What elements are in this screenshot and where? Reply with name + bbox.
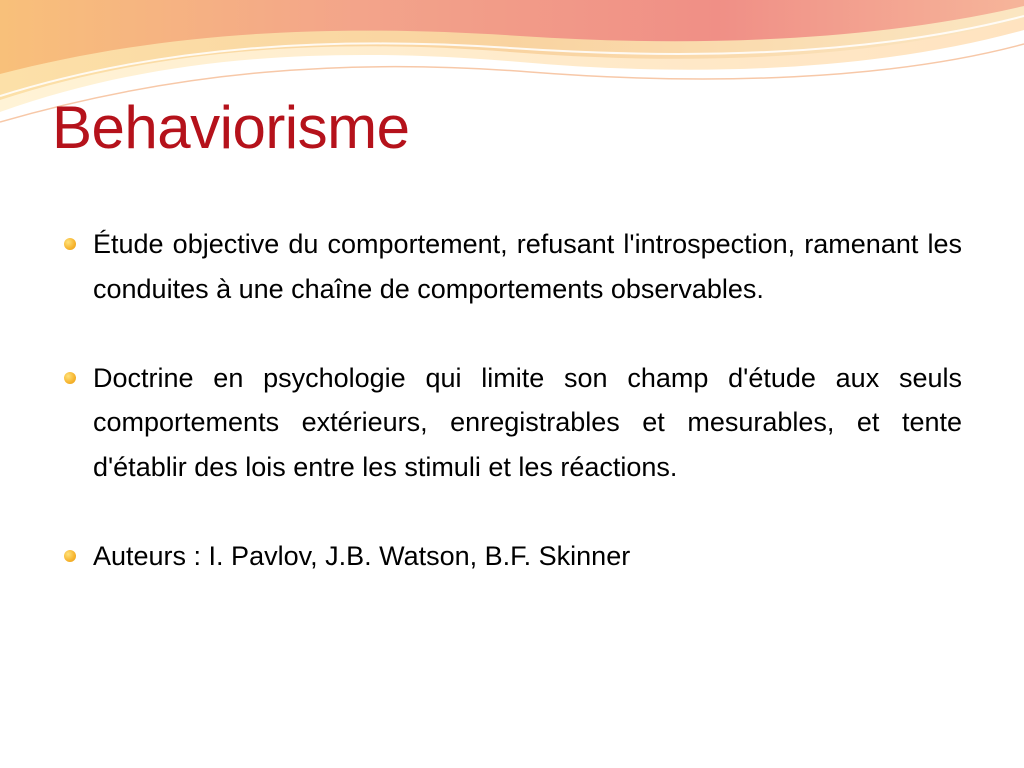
bullet-dot-icon (64, 372, 76, 384)
bullet-list (64, 222, 962, 578)
bullet-dot-icon (64, 238, 76, 250)
bullet-item (64, 534, 962, 579)
slide-title: Behaviorisme (52, 94, 410, 161)
bullet-item (64, 356, 962, 490)
bullet-item (64, 222, 962, 311)
bullet-text: Auteurs : I. Pavlov, J.B. Watson, B.F. Skinner (93, 540, 631, 571)
bullet-text: Doctrine en psychologie qui limite son champ d'étude aux seuls comportements extérieurs, enregistrables et mesurables, et tente d'établir des lois entre les stimuli et les réactions. (93, 362, 962, 482)
bullet-dot-icon (64, 550, 76, 562)
bullet-text: Étude objective du comportement, refusant l'introspection, ramenant les conduites à une chaîne de comportements observables. (93, 229, 962, 304)
